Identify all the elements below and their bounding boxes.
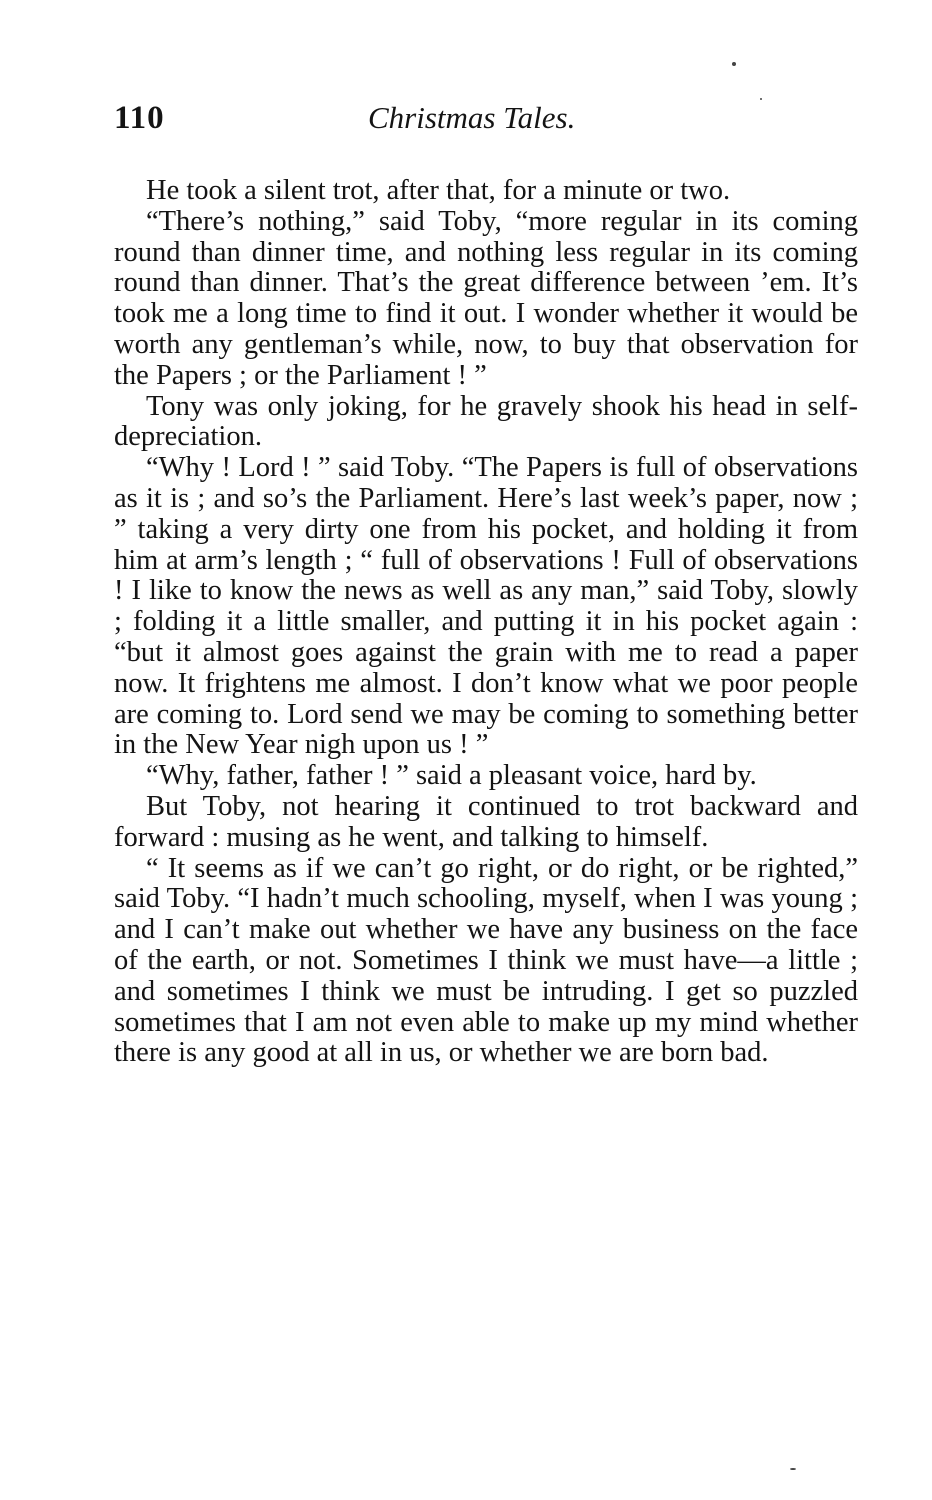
paragraph: “There’s nothing,” said Toby, “more regular in its coming round than dinner time, and nothing less regular in its coming round than dinner. That’s the great difference between ’em. It’s took me a long time to find it out. I wonder whether it would be worth any gentleman’s while, now, to buy that observation for the Papers ; or the Parliament ! ”	[114, 205, 858, 391]
page-number: 110	[114, 100, 165, 136]
paragraph: “ It seems as if we can’t go right, or do right, or be righted,” said Toby. “I hadn’t much schooling, myself, when I was young ; and I can’t make out whether we have any business on the face of the earth, or not. Sometimes I think we must have—a little ; and sometimes I think we must be intruding. I get so puzzled sometimes that I am not even able to make up my mind whether there is any good at all in us, or whether we are born bad.	[114, 852, 858, 1069]
running-head	[114, 100, 858, 150]
paragraph: “Why ! Lord ! ” said Toby. “The Papers is full of observations as it is ; and so’s the Parliament. Here’s last week’s paper, now ; ” taking a very dirty one from his pocket, and holding it from him at arm’s length ; “ full of observations ! Full of observations ! I like to know the news as well as any man,” said Toby, slowly ; folding it a little smaller, and putting it in his pocket again : “but it almost goes against the grain with me to read a paper now. It frightens me almost. I don’t know what we poor people are coming to. Lord send we may be coming to something better in the New Year nigh upon us ! ”	[114, 452, 858, 761]
paragraph: Tony was only joking, for he gravely shook his head in self-depreciation.	[114, 390, 858, 453]
paragraph: “Why, father, father ! ” said a pleasant voice, hard by.	[146, 760, 757, 792]
paragraph: He took a silent trot, after that, for a minute or two.	[146, 175, 731, 206]
paragraph: But Toby, not hearing it continued to trot backward and forward : musing as he went, and talking to himself.	[114, 790, 858, 853]
body-text	[114, 176, 858, 1069]
ink-speck	[790, 1468, 796, 1470]
ink-speck	[732, 62, 736, 66]
running-title: Christmas Tales.	[368, 100, 576, 135]
